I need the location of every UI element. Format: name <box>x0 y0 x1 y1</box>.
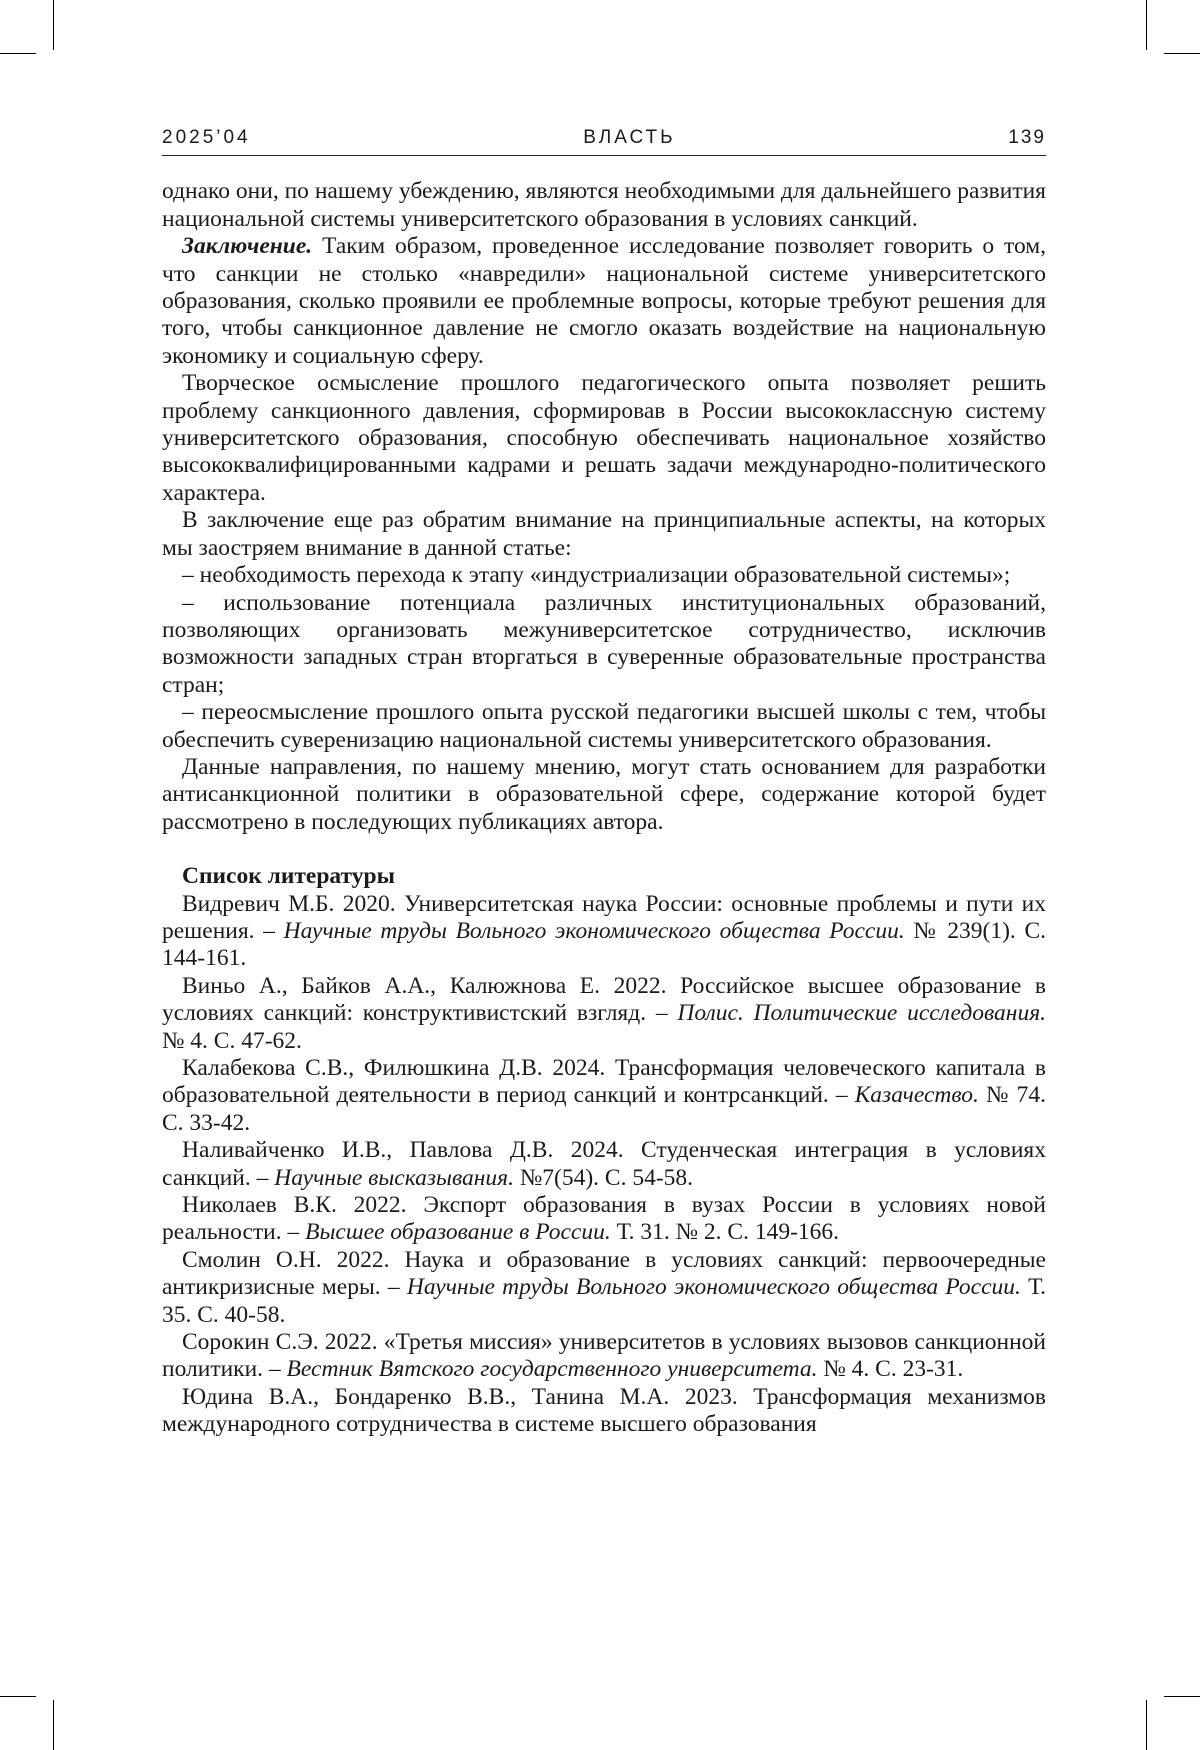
reference-details: № 4. С. 23-31. <box>818 1356 964 1382</box>
reference-source: Научные труды Вольного экономического общества России. <box>407 1274 1021 1300</box>
reference-details: № 4. С. 47-62. <box>162 1028 302 1054</box>
reference-details: №7(54). С. 54-58. <box>514 1165 693 1191</box>
reference-item <box>162 1137 1046 1192</box>
crop-mark <box>1146 1700 1147 1750</box>
running-header <box>162 124 1046 156</box>
reference-item <box>162 973 1046 1055</box>
reference-text: Наливайченко И.В., Павлова Д.В. 2024. Студенческая интеграция в условиях санкций. – <box>162 1137 1046 1190</box>
reference-details: № 239(1). С. 144-161. <box>162 918 1046 971</box>
reference-item <box>162 1192 1046 1247</box>
reference-text: Калабекова С.В., Филюшкина Д.В. 2024. Трансформация человеческого капитала в образовательной деятельности в период санкций и контрсанкций. – <box>162 1055 1046 1108</box>
list-item: – переосмысление прошлого опыта русской педагогики высшей школы с тем, чтобы обеспечить суверенизацию национальной системы университетского образования. <box>162 699 1046 754</box>
paragraph: В заключение еще раз обратим внимание на принципиальные аспекты, на которых мы заостряем внимание в данной статье: <box>162 507 1046 562</box>
crop-mark <box>1164 53 1200 54</box>
journal-title: ВЛАСТЬ <box>583 124 675 151</box>
paragraph: однако они, по нашему убеждению, являются необходимыми для дальнейшего развития национальной системы университетского образования в условиях санкций. <box>162 178 1046 233</box>
crop-mark <box>53 0 54 50</box>
reference-text: Сорокин С.Э. 2022. «Третья миссия» университетов в условиях вызовов санкционной политики. – <box>162 1329 1046 1382</box>
reference-details: № 74. С. 33-42. <box>162 1082 1046 1135</box>
crop-mark <box>1146 0 1147 50</box>
reference-details: Т. 31. № 2. С. 149-166. <box>611 1219 839 1245</box>
reference-item <box>162 1384 1046 1439</box>
conclusion-text: Таким образом, проведенное исследование позволяет говорить о том, что санкции не столько «навредили» национальной системе университетского образования, сколько проявили ее проблемные вопросы, которые требуют решения для того, чтобы санкционное давление не смогло оказать воздействие на национальную экономику и социальную сферу. <box>162 233 1046 369</box>
reference-text: Смолин О.Н. 2022. Наука и образование в условиях санкций: первоочередные антикризисные меры. – <box>162 1247 1046 1300</box>
conclusion-label: Заключение. <box>182 233 312 259</box>
list-item: – использование потенциала различных институциональных образований, позволяющих организовать межуниверситетское сотрудничество, исключив возможности западных стран вторгаться в суверенные образовательные пространства стран; <box>162 590 1046 700</box>
reference-source: Полис. Политические исследования. <box>677 1000 1046 1026</box>
reference-source: Казачество. <box>855 1082 979 1108</box>
reference-source: Вестник Вятского государственного университета. <box>287 1356 818 1382</box>
page <box>162 124 1046 1439</box>
paragraph: Творческое осмысление прошлого педагогического опыта позволяет решить проблему санкционного давления, сформировав в России высококлассную систему университетского образования, способную обеспечивать национальное хозяйство высококвалифицированными кадрами и решать задачи международно-политического характера. <box>162 370 1046 507</box>
crop-mark <box>0 53 36 54</box>
reference-source: Научные труды Вольного экономического общества России. <box>284 918 905 944</box>
crop-mark <box>1164 1696 1200 1697</box>
page-number: 139 <box>1008 124 1046 151</box>
issue-number: 2025’04 <box>162 124 251 151</box>
crop-mark <box>0 1696 36 1697</box>
reference-text: Николаев В.К. 2022. Экспорт образования в вузах России в условиях новой реальности. – <box>162 1192 1046 1245</box>
reference-item <box>162 891 1046 973</box>
reference-source: Высшее образование в России. <box>305 1219 611 1245</box>
reference-source: Научные высказывания. <box>274 1165 514 1191</box>
reference-text: Юдина В.А., Бондаренко В.В., Танина М.А. 2023. Трансформация механизмов международного сотрудничества в системе высшего образования <box>162 1384 1046 1437</box>
list-item: – необходимость перехода к этапу «индустриализации образовательной системы»; <box>162 562 1046 589</box>
reference-item <box>162 1055 1046 1137</box>
conclusion-paragraph <box>162 233 1046 370</box>
references-title: Список литературы <box>162 863 1046 890</box>
reference-details: Т. 35. С. 40-58. <box>162 1274 1046 1327</box>
reference-text: Видревич М.Б. 2020. Университетская наука России: основные проблемы и пути их решения. – <box>162 891 1046 944</box>
reference-text: Виньо А., Байков А.А., Калюжнова Е. 2022. Российское высшее образование в условиях санкций: конструктивистский взгляд. – <box>162 973 1046 1026</box>
paragraph: Данные направления, по нашему мнению, могут стать основанием для разработки антисанкционной политики в образовательной сфере, содержание которой будет рассмотрено в последующих публикациях автора. <box>162 754 1046 836</box>
references-list <box>162 891 1046 1439</box>
reference-item <box>162 1329 1046 1384</box>
reference-item <box>162 1247 1046 1329</box>
crop-mark <box>53 1700 54 1750</box>
